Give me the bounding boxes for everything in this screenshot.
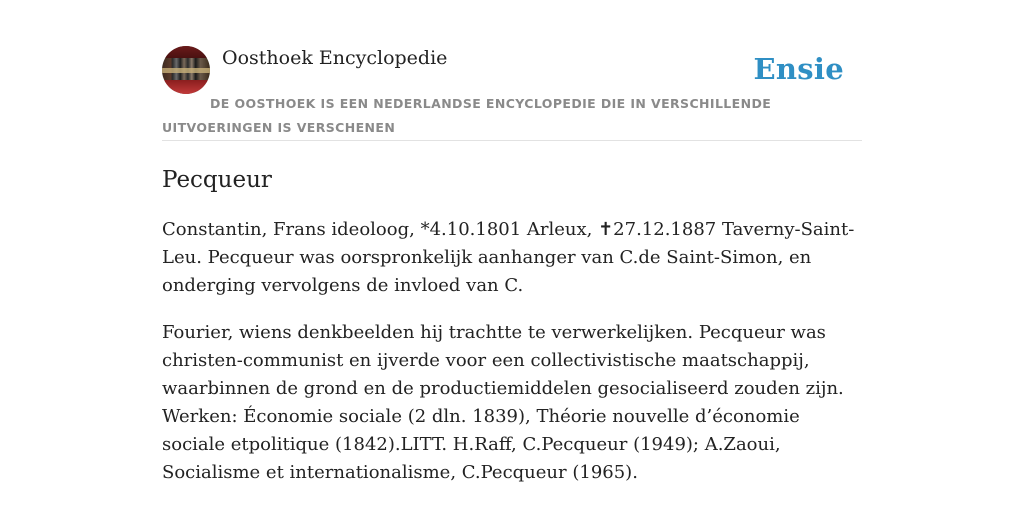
site-tagline: DE OOSTHOEK IS EEN NEDERLANDSE ENCYCLOPEDIE DIE IN VERSCHILLENDE UITVOERINGEN IS VERSCHENEN: [162, 96, 772, 135]
article-paragraph: Constantin, Frans ideoloog, *4.10.1801 Arleux, ✝27.12.1887 Taverny-Saint-Leu. Pecqueur was oorspronkelijk aanhanger van C.de Saint-Simon, en onderging vervolgens de invloed van C.: [162, 219, 855, 296]
article-card: [162, 44, 862, 487]
book-spines-icon[interactable]: [162, 46, 210, 94]
article-paragraph: Fourier, wiens denkbeelden hij trachtte te verwerkelijken. Pecqueur was christen-communist en ijverde voor een collectivistische maatschappij, waarbinnen de grond en de productiemiddelen gesocialiseerd zouden zijn. Werken: Économie sociale (2 dln. 1839), Théorie nouvelle d’économie sociale etpolitique (1842).LITT. H.Raff, C.Pecqueur (1949); A.Zaoui, Socialisme et internationalisme, C.Pecqueur (1965).: [162, 322, 844, 483]
site-header: [162, 44, 862, 141]
article-title: Pecqueur: [162, 167, 272, 193]
site-title[interactable]: Oosthoek Encyclopedie: [222, 47, 448, 69]
brand-logo[interactable]: Ensie: [753, 52, 844, 86]
